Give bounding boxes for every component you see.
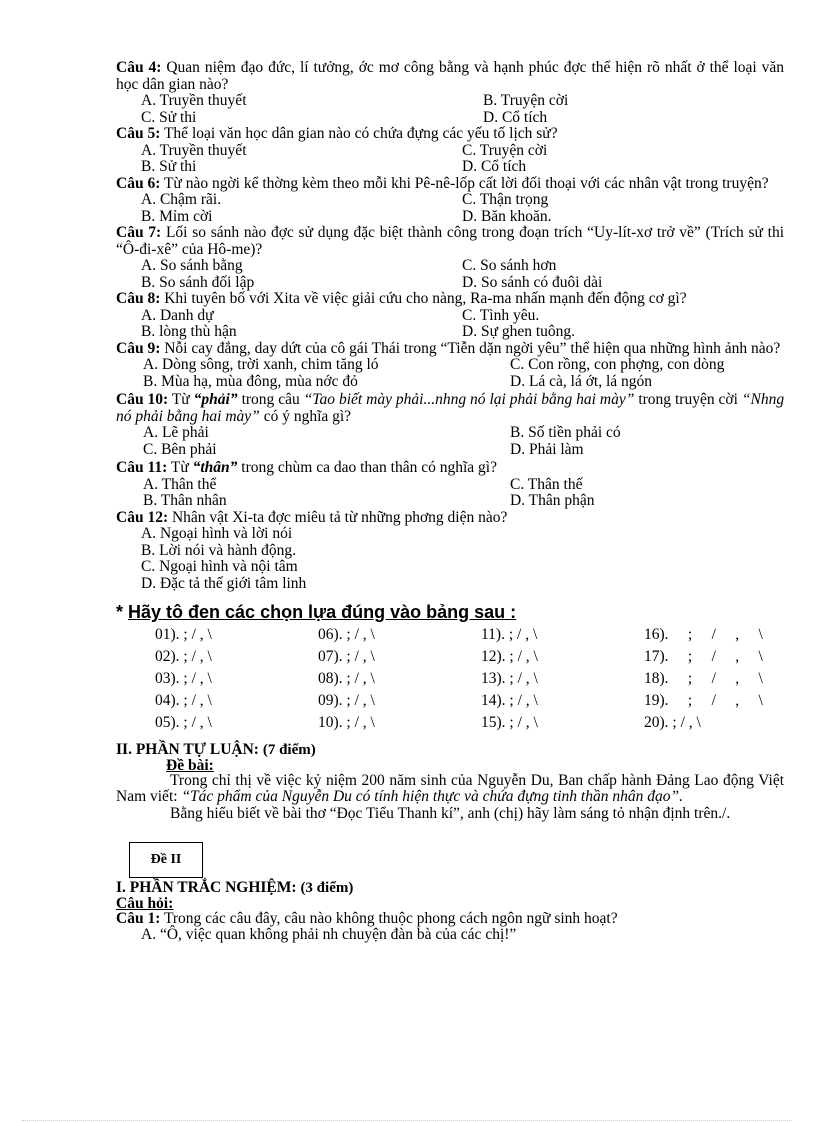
option[interactable]: A. Truyền thuyết	[141, 141, 247, 159]
answer-cell[interactable]: 10). ; / , \	[318, 714, 375, 731]
option[interactable]: B. lòng thù hận	[141, 323, 237, 340]
question-body: Thể loại văn học dân gian nào có chứa đựng các yếu tố lịch sử?	[163, 125, 558, 142]
option[interactable]: D. Băn khoăn.	[462, 207, 552, 225]
answer-cell[interactable]: 17). ; / , \	[644, 648, 763, 665]
option[interactable]: C. Thận trọng	[462, 191, 549, 208]
q10-line2-post: có ý nghĩa gì?	[263, 407, 352, 425]
question-5-text	[116, 126, 784, 143]
essay-p1-plain: Trong chỉ thị về việc kỷ niệm 200 năm sinh của Nguyễn Du, Ban chấp hành Đảng Lao động Việt Nam viết:	[116, 771, 784, 805]
answer-cell[interactable]: 18). ; / , \	[644, 670, 763, 687]
page-bottom-divider	[22, 1120, 792, 1121]
answer-cell[interactable]: 04). ; / , \	[155, 692, 212, 709]
question-label: Câu 8:	[116, 290, 161, 307]
question-1-text	[116, 911, 784, 928]
q11-pre: Từ	[170, 459, 189, 476]
essay-p1-italic: “Tác phẩm của Nguyễn Du có tính hiện thực và chứa đựng tinh thần nhân đạo”.	[181, 788, 683, 805]
question-5-options	[116, 143, 784, 176]
answer-cell[interactable]: 19). ; / , \	[644, 692, 763, 709]
option[interactable]: C. Ngoại hình và nội tâm	[141, 558, 298, 575]
q12-text: Nhân vật Xi-ta đợc miêu tả từ những phơng diện nào?	[171, 508, 508, 526]
question-10-options	[116, 425, 784, 458]
option[interactable]: D. Lá cà, lá ớt, lá ngón	[510, 372, 653, 390]
question-11	[116, 460, 784, 510]
question-6-text	[116, 176, 784, 193]
answer-sheet-title-text: Hãy tô đen các chọn lựa đúng vào bảng sau :	[128, 602, 517, 622]
question-10	[116, 392, 784, 458]
option[interactable]: A. Lẽ phải	[143, 424, 209, 441]
option[interactable]: D. Đặc tả thế giới tâm linh	[141, 574, 307, 592]
option[interactable]: C. Con rồng, con phợng, con dòng	[510, 356, 725, 373]
question-7	[116, 225, 784, 291]
essay-points: (7 điểm)	[262, 742, 316, 758]
q10-line2-pre: trong truyện cời	[638, 391, 738, 408]
q10-pre: Từ	[171, 391, 190, 408]
answer-cell[interactable]: 06). ; / , \	[318, 626, 375, 643]
question-4	[116, 60, 784, 126]
question-9-text	[116, 341, 784, 358]
question-5	[116, 126, 784, 176]
answer-sheet-title	[116, 602, 784, 622]
q10-quote: “Tao biết mày phải...nhng nó lại phải bằng hai mày”	[303, 391, 635, 408]
option[interactable]: D. Sự ghen tuông.	[462, 323, 576, 340]
option[interactable]: A. Dòng sông, trời xanh, chim tăng ló	[143, 356, 379, 373]
question-label: Câu 12:	[116, 508, 169, 526]
answer-cell[interactable]: 11). ; / , \	[481, 626, 538, 643]
question-11-options	[116, 477, 784, 510]
essay-subheading: Đề bài:	[166, 756, 214, 774]
essay-section-title: II. PHẦN TỰ LUẬN:	[116, 741, 259, 758]
question-label: Câu 10:	[116, 391, 169, 408]
option[interactable]: C. So sánh hơn	[462, 257, 557, 274]
question-12-text	[116, 510, 784, 527]
option[interactable]: C. Truyện cời	[462, 141, 548, 159]
option[interactable]: A. Danh dự	[141, 306, 214, 324]
option[interactable]: A. So sánh bằng	[141, 257, 243, 274]
question-8	[116, 291, 784, 341]
option[interactable]: D. Cổ tích	[483, 108, 548, 126]
option[interactable]: D. Thân phận	[510, 492, 595, 509]
option[interactable]: B. Mùa hạ, mùa đông, mùa nớc đỏ	[143, 372, 358, 390]
answer-cell[interactable]: 20). ; / , \	[644, 714, 701, 731]
exam-page	[116, 60, 784, 944]
essay-section-heading	[116, 742, 784, 759]
question-body: Lối so sánh nào đợc sử dụng đặc biệt thành công trong đoạn trích “Uy-lít-xơ trở về” (Trích sử thi “Ô-đi-xê” của Hô-me)?	[116, 224, 784, 258]
q11-word: “thân”	[192, 459, 238, 476]
mcq-subheading: Câu hỏi:	[116, 894, 174, 912]
q10-mid: trong câu	[241, 391, 300, 408]
answer-cell[interactable]: 07). ; / , \	[318, 648, 375, 665]
mcq-points: (3 điểm)	[300, 880, 354, 896]
question-9-options	[116, 357, 784, 390]
answer-grid	[116, 624, 784, 734]
exam-variant-box: Đề II	[129, 842, 203, 878]
question-body: Nỗi cay đắng, day dứt của cô gái Thái trong “Tiễn dặn ngời yêu” thể hiện qua những hình ảnh nào?	[164, 339, 781, 357]
mcq-section-title: I. PHẦN TRẮC NGHIỆM:	[116, 879, 297, 896]
option[interactable]: A. Chậm rãi.	[141, 191, 222, 208]
answer-cell[interactable]: 15). ; / , \	[481, 714, 538, 731]
answer-cell[interactable]: 09). ; / , \	[318, 692, 375, 709]
answer-sheet-prefix: *	[116, 602, 129, 622]
option[interactable]: D. Phải làm	[510, 440, 584, 458]
question-label: Câu 9:	[116, 339, 161, 357]
option[interactable]: B. So sánh đối lập	[141, 273, 255, 291]
question-label: Câu 1:	[116, 909, 161, 927]
answer-cell[interactable]: 16). ; / , \	[644, 626, 763, 643]
essay-paragraph-1	[116, 773, 784, 806]
option[interactable]: D. Cổ tích	[462, 158, 527, 175]
answer-cell[interactable]: 14). ; / , \	[481, 692, 538, 709]
q10-word: “phải”	[193, 391, 238, 408]
option[interactable]: B. Mỉm cời	[141, 207, 213, 225]
question-10-text	[116, 392, 784, 425]
question-8-options	[116, 308, 784, 341]
option[interactable]: B. Số tiền phải có	[510, 424, 621, 441]
q1-text: Trong các câu đây, câu nào không thuộc phong cách ngôn ngữ sinh hoạt?	[163, 909, 618, 927]
answer-cell[interactable]: 08). ; / , \	[318, 670, 375, 687]
question-list	[116, 60, 784, 390]
question-12-options	[116, 526, 784, 592]
question-6	[116, 176, 784, 226]
answer-cell[interactable]: 03). ; / , \	[155, 670, 212, 687]
option[interactable]: C. Bên phải	[143, 440, 217, 458]
option[interactable]: D. So sánh có đuôi dài	[462, 273, 603, 291]
option[interactable]: B. Lời nói và hành động.	[141, 541, 296, 559]
option[interactable]: B. Truyện cời	[483, 92, 569, 109]
question-label: Câu 5:	[116, 125, 161, 142]
question-4-options	[116, 93, 784, 126]
question-9	[116, 341, 784, 391]
question-6-options	[116, 192, 784, 225]
option[interactable]: C. Thân thế	[510, 475, 583, 493]
option[interactable]: C. Tình yêu.	[462, 306, 540, 324]
question-12	[116, 510, 784, 593]
question-4-text	[116, 60, 784, 93]
question-label: Câu 6:	[116, 174, 161, 192]
answer-cell[interactable]: 05). ; / , \	[155, 714, 212, 731]
q11-post: trong chùm ca dao than thân có nghĩa gì?	[241, 459, 497, 476]
answer-cell[interactable]: 01). ; / , \	[155, 626, 212, 643]
question-body: Từ nào ngời kể thờng kèm theo mỗi khi Pê-nê-lốp cất lời đối thoại với các nhân vật trong truyện?	[163, 174, 769, 192]
mcq-section-heading	[116, 880, 784, 897]
question-label: Câu 11:	[116, 459, 168, 476]
option[interactable]: C. Sử thi	[141, 108, 197, 126]
question-7-text	[116, 225, 784, 258]
question-body: Khi tuyên bố với Xita về việc giải cứu cho nàng, Ra-ma nhấn mạnh đến động cơ gì?	[164, 290, 687, 307]
question-7-options	[116, 258, 784, 291]
answer-cell[interactable]: 13). ; / , \	[481, 670, 538, 687]
question-11-text	[116, 460, 784, 477]
option[interactable]: A. Thân thể	[143, 475, 217, 493]
answer-cell[interactable]: 02). ; / , \	[155, 648, 212, 665]
question-label: Câu 4:	[116, 59, 162, 76]
question-1	[116, 911, 784, 944]
option[interactable]: B. Sử thi	[141, 158, 197, 175]
option[interactable]: A. Truyền thuyết	[141, 92, 247, 109]
option[interactable]: A. Ngoại hình và lời nói	[141, 525, 293, 542]
option[interactable]: B. Thân nhân	[143, 492, 227, 509]
q10-quote2: “Nhng nó phải bằng hai mày”	[116, 391, 785, 425]
answer-cell[interactable]: 12). ; / , \	[481, 648, 538, 665]
question-body: Quan niệm đạo đức, lí tưởng, ớc mơ công bằng và hạnh phúc đợc thể hiện rõ nhất ở thể loại văn học dân gian nào?	[116, 59, 784, 93]
essay-paragraph-2: Bằng hiểu biết về bài thơ “Đọc Tiểu Thanh kí”, anh (chị) hãy làm sáng tỏ nhận định trên./.	[170, 804, 731, 822]
question-8-text	[116, 291, 784, 308]
option[interactable]: A. “Ô, việc quan không phải nh chuyện đàn bà của các chị!”	[141, 926, 517, 943]
question-label: Câu 7:	[116, 224, 162, 241]
